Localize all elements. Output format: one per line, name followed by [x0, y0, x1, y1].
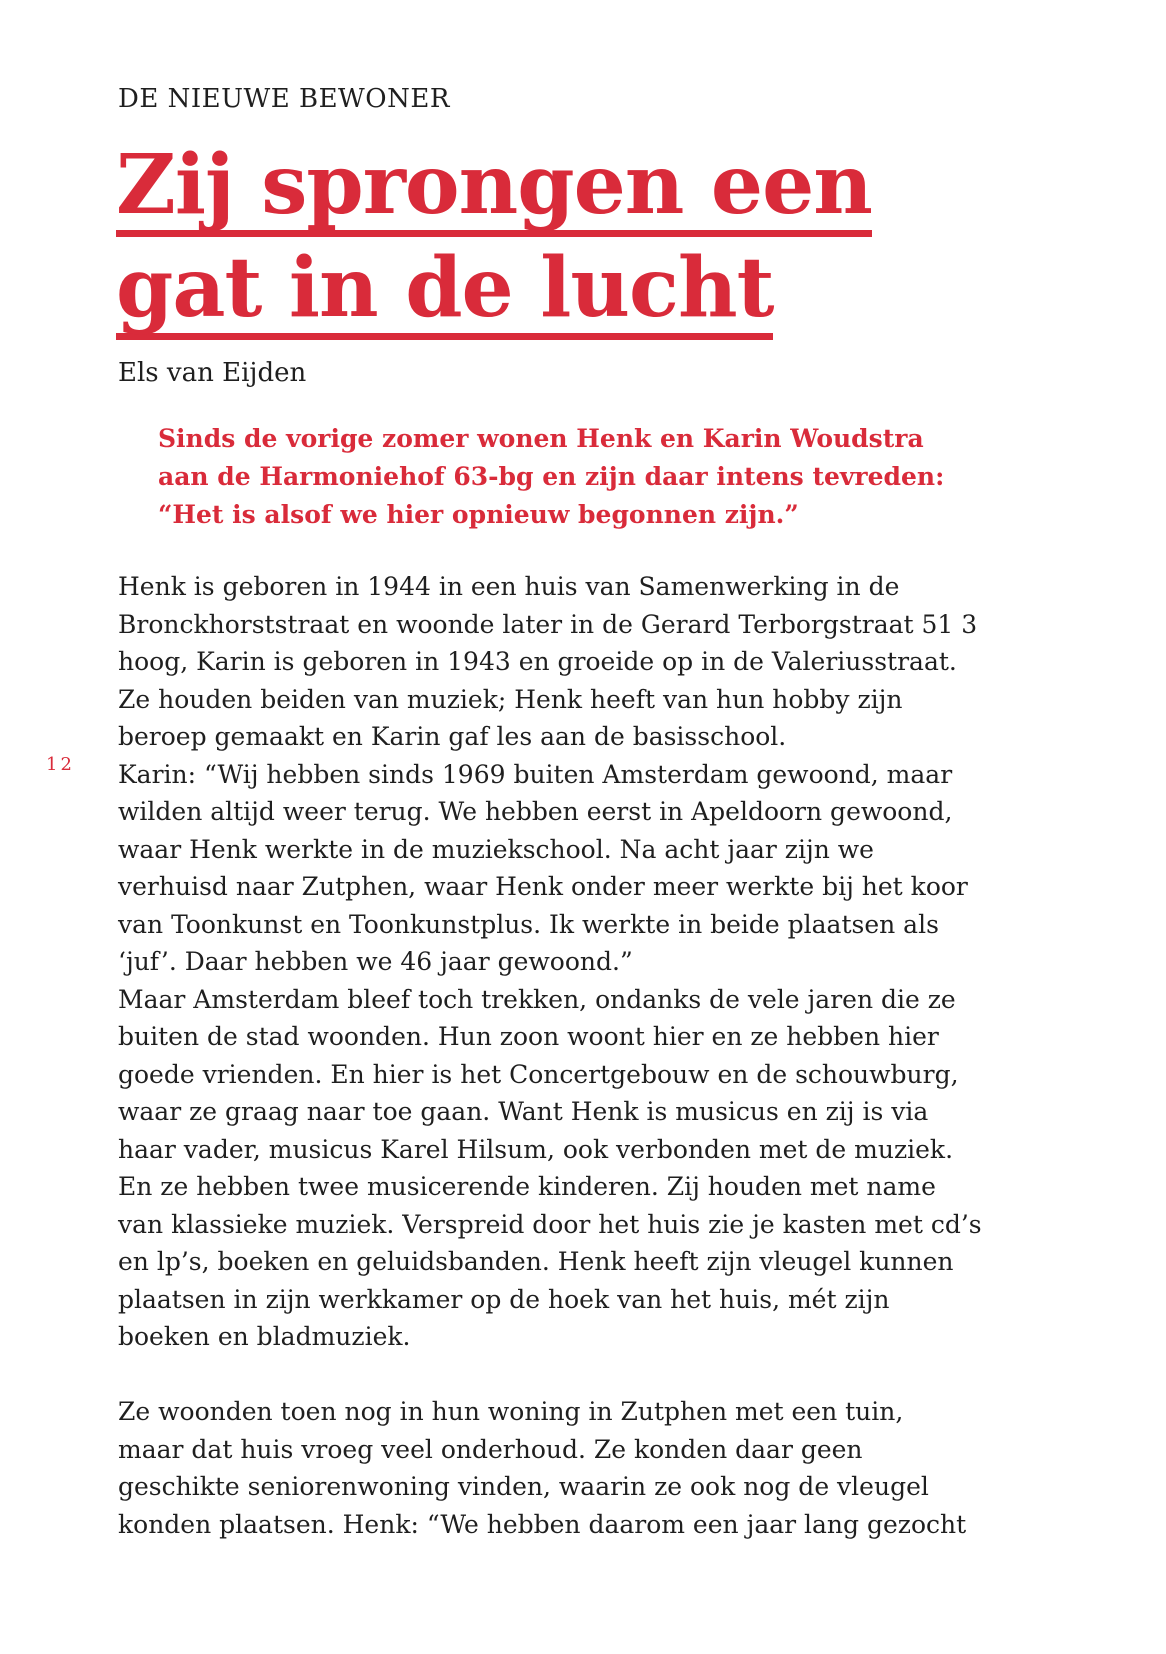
body-line: plaatsen in zijn werkkamer op de hoek van het huis, mét zijn: [118, 1284, 890, 1314]
body-line: hoog, Karin is geboren in 1943 en groeide op in de Valeriusstraat.: [118, 647, 957, 676]
headline-line: Zij sprongen een: [116, 134, 872, 237]
lead-line: Sinds de vorige zomer wonen Henk en Karin Woudstra: [158, 424, 924, 453]
body-line: boeken en bladmuziek.: [118, 1322, 411, 1351]
body-line: geschikte seniorenwoning vinden, waarin ze ook nog de vleugel: [118, 1472, 929, 1501]
body-line: Henk is geboren in 1944 in een huis van Samenwerking in de: [118, 572, 900, 601]
body-line: van Toonkunst en Toonkunstplus. Ik werkte in beide plaatsen als: [118, 909, 939, 939]
body-line: verhuisd naar Zutphen, waar Henk onder meer werkte bij het koor: [118, 872, 968, 901]
body-line: goede vrienden. En hier is het Concertgebouw en de schouwburg,: [118, 1059, 959, 1089]
lead-line: “Het is alsof we hier opnieuw begonnen zijn.”: [158, 500, 799, 529]
body-line: waar ze graag naar toe gaan. Want Henk is musicus en zij is via: [118, 1097, 929, 1126]
paragraph-spacer: [118, 1356, 1018, 1394]
section-label: DE NIEUWE BEWONER: [118, 84, 450, 114]
body-line: Karin: “Wij hebben sinds 1969 buiten Amsterdam gewoond, maar: [118, 759, 953, 789]
body-line: En ze hebben twee musicerende kinderen. Zij houden met name: [118, 1172, 936, 1201]
body-paragraph-1: [118, 568, 1018, 1356]
lead-paragraph: [158, 420, 978, 534]
body-line: Ze houden beiden van muziek; Henk heeft van hun hobby zijn: [118, 684, 903, 714]
lead-line: aan de Harmoniehof 63-bg en zijn daar intens tevreden:: [158, 462, 945, 491]
article-body: [118, 568, 1018, 1543]
body-line: Bronckhorststraat en woonde later in de Gerard Terborgstraat 51 3: [118, 609, 978, 639]
body-line: haar vader, musicus Karel Hilsum, ook verbonden met de muziek.: [118, 1134, 954, 1164]
body-line: konden plaatsen. Henk: “We hebben daarom een jaar lang gezocht: [118, 1509, 967, 1539]
body-line: ‘juf’. Daar hebben we 46 jaar gewoond.”: [118, 947, 633, 976]
body-paragraph-2: [118, 1393, 1018, 1543]
body-line: maar dat huis vroeg veel onderhoud. Ze konden daar geen: [118, 1434, 863, 1464]
author-byline: Els van Eijden: [118, 358, 307, 388]
body-line: buiten de stad woonden. Hun zoon woont hier en ze hebben hier: [118, 1022, 939, 1051]
headline: [116, 134, 872, 340]
body-line: waar Henk werkte in de muziekschool. Na acht jaar zijn we: [118, 834, 874, 864]
body-line: Ze woonden toen nog in hun woning in Zutphen met een tuin,: [118, 1397, 904, 1426]
headline-line: gat in de lucht: [116, 237, 872, 340]
body-line: van klassieke muziek. Verspreid door het huis zie je kasten met cd’s: [118, 1209, 982, 1239]
page-number: 12: [46, 754, 75, 775]
body-line: beroep gemaakt en Karin gaf les aan de basisschool.: [118, 722, 787, 751]
body-line: wilden altijd weer terug. We hebben eerst in Apeldoorn gewoond,: [118, 797, 953, 826]
body-line: Maar Amsterdam bleef toch trekken, ondanks de vele jaren die ze: [118, 984, 956, 1014]
body-line: en lp’s, boeken en geluidsbanden. Henk heeft zijn vleugel kunnen: [118, 1247, 954, 1276]
